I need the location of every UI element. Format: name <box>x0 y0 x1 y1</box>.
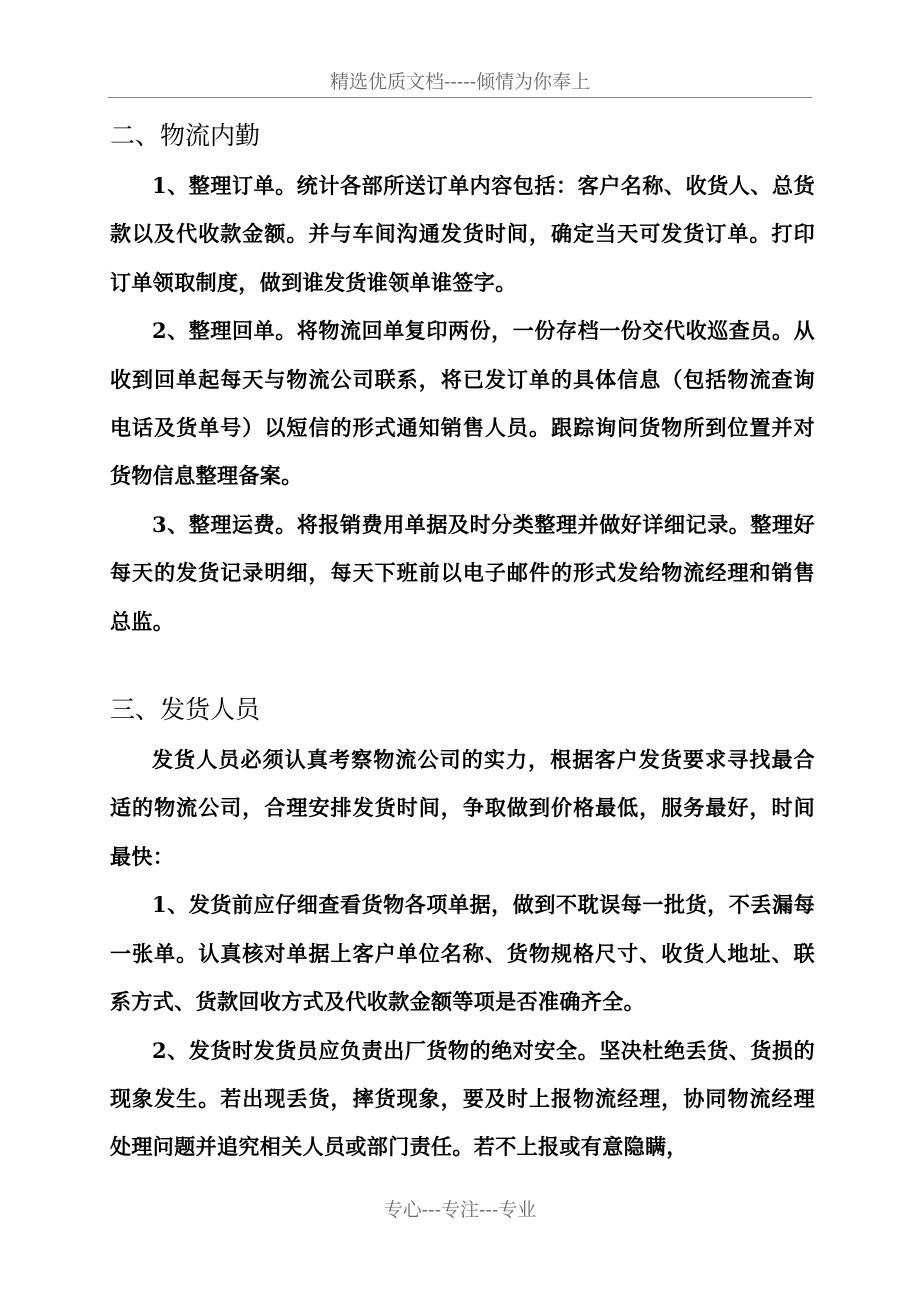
paragraph-organize-orders: 1、整理订单。统计各部所送订单内容包括：客户名称、收货人、总货款以及代收款金额。并与车间沟通发货时间，确定当天可发货订单。打印订单领取制度，做到谁发货谁领单谁签字。 <box>110 173 815 295</box>
section-title-logistics-office: 二、物流内勤 <box>110 121 261 150</box>
document-body <box>110 114 815 1172</box>
page-header: 精选优质文档-----倾情为你奉上 <box>329 71 591 93</box>
paragraph-pre-shipping-check: 1、发货前应仔细查看货物各项单据，做到不耽误每一批货，不丢漏每一张单。认真核对单据上客户单位名称、货物规格尺寸、收货人地址、联系方式、货款回收方式及代收款金额等项是否准确齐全。 <box>110 892 815 1015</box>
section-title-shipping-staff: 三、发货人员 <box>110 695 261 725</box>
paragraph-shipping-intro: 发货人员必须认真考察物流公司的实力，根据客户发货要求寻找最合适的物流公司，合理安排发货时间，争取做到价格最低，服务最好，时间最快： <box>110 747 815 869</box>
page-footer: 专心---专注---专业 <box>383 1199 537 1221</box>
paragraph-organize-receipts: 2、整理回单。将物流回单复印两份，一份存档一份交代收巡查员。从收到回单起每天与物流公司联系，将已发订单的具体信息（包括物流查询电话及货单号）以短信的形式通知销售人员。跟踪询问货物所到位置并对货物信息整理备案。 <box>110 318 815 489</box>
paragraph-organize-freight: 3、整理运费。将报销费用单据及时分类整理并做好详细记录。整理好每天的发货记录明细，每天下班前以电子邮件的形式发给物流经理和销售总监。 <box>110 511 815 634</box>
header-divider <box>108 97 812 98</box>
paragraph-shipping-safety: 2、发货时发货员应负责出厂货物的绝对安全。坚决杜绝丢货、货损的现象发生。若出现丢货，摔货现象，要及时上报物流经理，协同物流经理处理问题并追究相关人员或部门责任。若不上报或有意隐瞒， <box>110 1037 815 1160</box>
